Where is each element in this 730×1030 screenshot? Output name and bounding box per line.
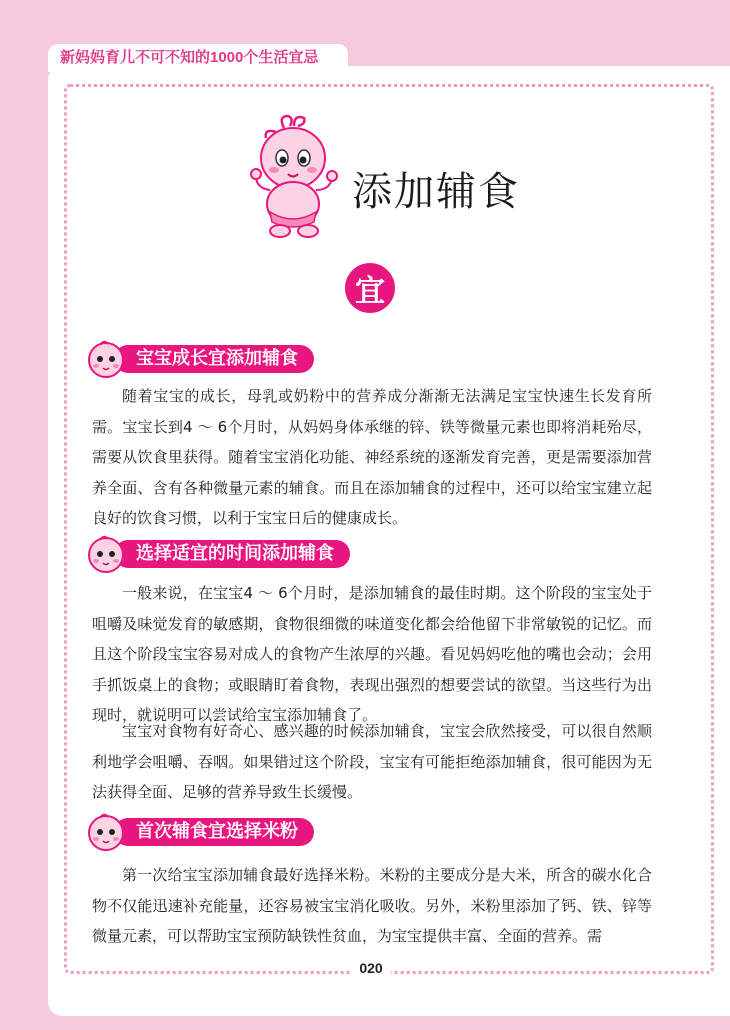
paragraph: 第一次给宝宝添加辅食最好选择米粉。米粉的主要成分是大米，所含的碳水化合物不仅能迅速补充能量，还容易被宝宝消化吸收。另外，米粉里添加了钙、铁、锌等微量元素，可以帮助宝宝预防缺铁性贫血，为宝宝提供丰富、全面的营养。需: [92, 866, 652, 945]
baby-face-icon: [86, 534, 128, 574]
baby-face-icon: [86, 339, 128, 379]
section-heading-label: 选择适宜的时间添加辅食: [114, 540, 350, 568]
baby-mascot-icon: [248, 114, 340, 240]
paragraph: 随着宝宝的成长，母乳或奶粉中的营养成分渐渐无法满足宝宝快速生长发育所需。宝宝长到4 ～ 6个月时，从妈妈身体承继的锌、铁等微量元素也即将消耗殆尽，需要从饮食里获得。随着宝宝消化功能、神经系统的逐渐发育完善，更是需要添加营养全面、含有各种微量元素的辅食。而且在添加辅食的过程中，还可以给宝宝建立起良好的饮食习惯，以利于宝宝日后的健康成长。: [92, 387, 652, 527]
page-number: 020: [351, 957, 391, 979]
baby-face-icon: [86, 812, 128, 852]
page-title: 添加辅食: [352, 169, 520, 215]
section-heading: [86, 812, 356, 852]
section-heading-label: 宝宝成长宜添加辅食: [114, 345, 314, 373]
section-heading: [86, 339, 356, 379]
paragraph: 宝宝对食物有好奇心、感兴趣的时候添加辅食，宝宝会欣然接受，可以很自然顺利地学会咀嚼、吞咽。如果错过这个阶段，宝宝有可能拒绝添加辅食，很可能因为无法获得全面、足够的营养导致生长缓慢。: [92, 722, 652, 801]
section-heading-label: 首次辅食宜选择米粉: [114, 818, 314, 846]
book-title: 新妈妈育儿不可不知的1000个生活宜忌: [60, 49, 319, 66]
paragraph: 一般来说，在宝宝4 ～ 6个月时，是添加辅食的最佳时期。这个阶段的宝宝处于咀嚼及味觉发育的敏感期，食物很细微的味道变化都会给他留下非常敏锐的记忆。而且这个阶段宝宝容易对成人的食物产生浓厚的兴趣。看见妈妈吃他的嘴也会动；会用手抓饭桌上的食物；或眼睛盯着食物，表现出强烈的想要尝试的欲望。当这些行为出现时，就说明可以尝试给宝宝添加辅食了。: [92, 584, 652, 724]
yi-badge: 宜: [345, 263, 395, 313]
section-heading: [86, 534, 356, 574]
